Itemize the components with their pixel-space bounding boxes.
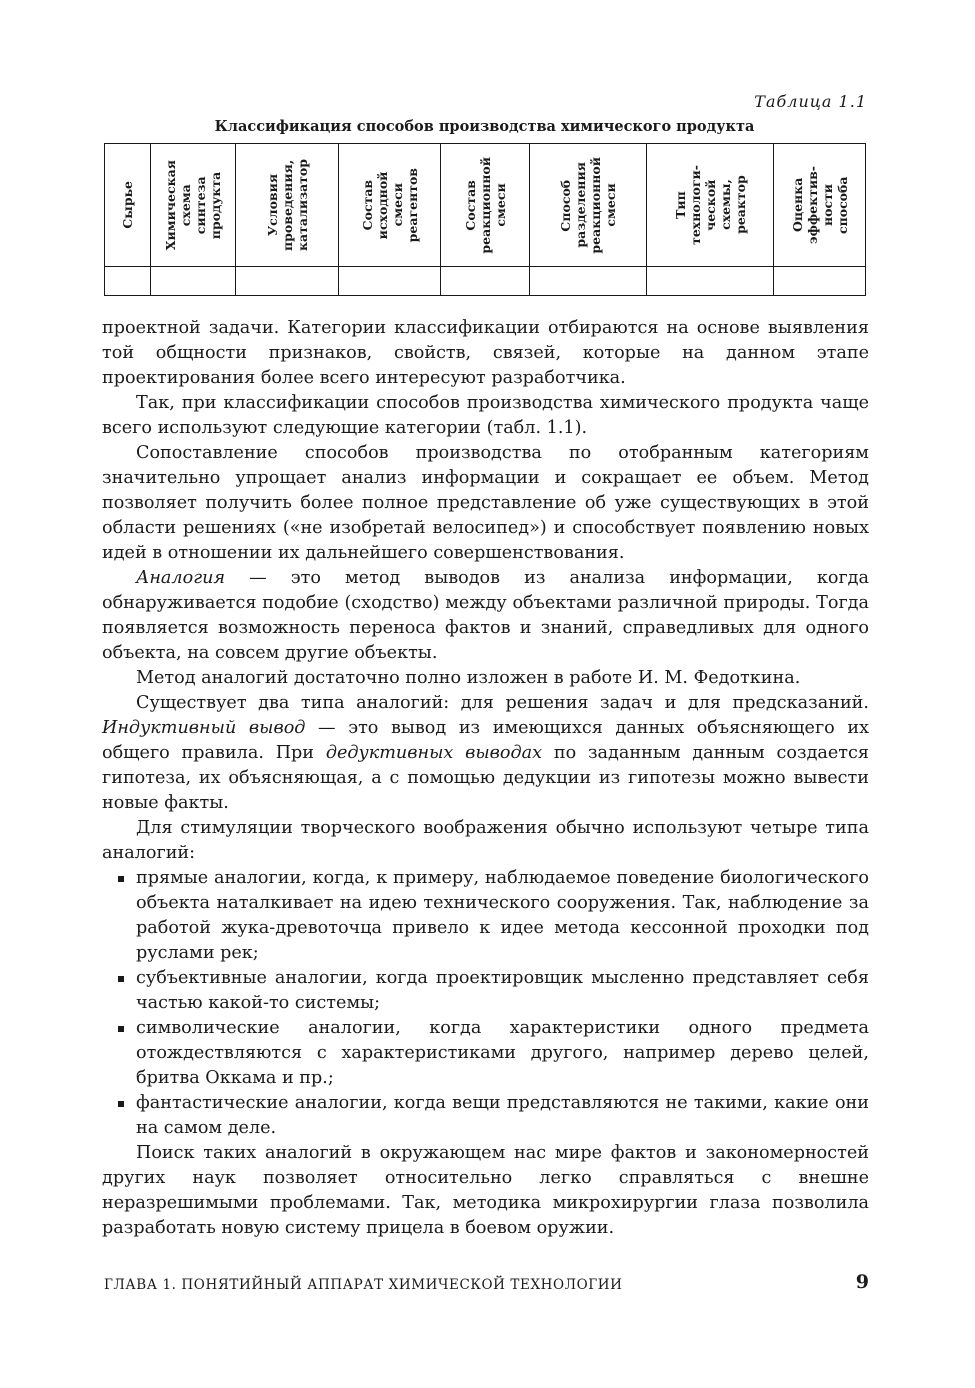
header-cell [774,144,866,267]
header-cell [441,144,530,267]
table-cell [774,267,866,296]
header-cell [236,144,339,267]
table-cell [105,267,151,296]
header-cell [151,144,236,267]
bullet-icon [118,876,124,882]
list-item-text: фантастические аналогии, когда вещи представляются не такими, какие они на самом деле. [136,1093,869,1138]
list-item [102,1091,869,1141]
bullet-icon [118,1026,124,1032]
list-item-text: субъективные аналогии, когда проектировщик мысленно представляет себя частью какой-то системы; [136,968,869,1013]
page-number: 9 [855,1271,869,1293]
classification-table [104,143,866,296]
table-cell [647,267,774,296]
body-text [102,316,869,1241]
paragraph-text: Существует два типа аналогий: для решения задач и для предсказаний. [136,693,869,713]
paragraph-text: — это метод выводов из анализа информации, когда обнаруживается подобие (сходство) между объектами различной природы. Тогда появляется возможность переноса фактов и знаний, справедливых для одного объекта, на совсем другие объекты. [102,568,869,663]
paragraph [102,691,869,816]
table-title: Классификация способов производства химического продукта [214,118,755,135]
table-header-row [105,144,866,267]
header-cell [339,144,441,267]
analogy-types-list [102,866,869,1141]
paragraph-text: — это вывод из имеющихся данных объясняющего их общего правила. При [102,718,869,763]
term-deductive: дедуктивных выводах [325,743,543,763]
list-item [102,1016,869,1091]
table-number: Таблица 1.1 [754,92,867,111]
table-cell [151,267,236,296]
bullet-icon [118,976,124,982]
table-empty-row [105,267,866,296]
paragraph: Поиск таких аналогий в окружающем нас мире фактов и закономерностей других наук позволяет относительно легко справляться с внешне неразрешимыми проблемами. Так, методика микрохирургии глаза позволила разработать новую систему прицела в боевом оружии. [102,1143,869,1238]
list-item-text: прямые аналогии, когда, к примеру, наблюдаемое поведение биологического объекта наталкивает на идею технического сооружения. Так, наблюдение за работой жука-древоточца привело к идее метода кессонной проходки под руслами рек; [136,868,869,963]
header-cell [530,144,647,267]
term-inductive: Индуктивный вывод [102,718,306,738]
list-item [102,866,869,966]
header-cell [647,144,774,267]
paragraph: Для стимуляции творческого воображения обычно используют четыре типа аналогий: [102,818,869,863]
term-analogy: Аналогия [136,568,226,588]
header-label: Условия проведения, катализатор [264,159,310,251]
paragraph [102,566,869,666]
header-label: Тип технологи- ческой схемы, реактор [672,165,748,245]
bullet-icon [118,1101,124,1107]
table-cell [339,267,441,296]
table-cell [236,267,339,296]
header-label: Состав реакционной смеси [462,156,508,254]
paragraph: Сопоставление способов производства по отобранным категориям значительно упрощает анализ информации и сокращает ее объем. Метод позволяет получить более полное представление об уже существующих в этой области решениях («не изобретай велосипед») и способствует появлению новых идей в отношении их дальнейшего совершенствования. [102,443,869,563]
paragraph: Так, при классификации способов производства химического продукта чаще всего используют следующие категории (табл. 1.1). [102,393,869,438]
header-label: Способ разделения реакционной смеси [558,156,618,254]
list-item-text: символические аналогии, когда характеристики одного предмета отождествляются с характеристиками другого, например дерево целей, бритва Оккама и пр.; [136,1018,869,1088]
list-item [102,966,869,1016]
running-footer: ГЛАВА 1. ПОНЯТИЙНЫЙ АППАРАТ ХИМИЧЕСКОЙ ТЕХНОЛОГИИ [104,1277,623,1293]
header-label: Химическая схема синтеза продукта [163,159,223,251]
table-cell [530,267,647,296]
paragraph: Метод аналогий достаточно полно изложен в работе И. М. Федоткина. [136,668,801,688]
header-label: Сырье [120,181,135,229]
header-label: Оценка эффектив- ности способа [789,165,850,245]
header-cell [105,144,151,267]
header-label: Состав исходной смеси реагентов [359,167,420,243]
paragraph: проектной задачи. Категории классификации отбираются на основе выявления той общности признаков, свойств, связей, которые на данном этапе проектирования более всего интересуют разработчика. [102,318,869,388]
table-cell [441,267,530,296]
paragraph-text: по заданным данным создается гипотеза, их объясняющая, а с помощью дедукции из гипотезы можно вывести новые факты. [102,743,869,813]
